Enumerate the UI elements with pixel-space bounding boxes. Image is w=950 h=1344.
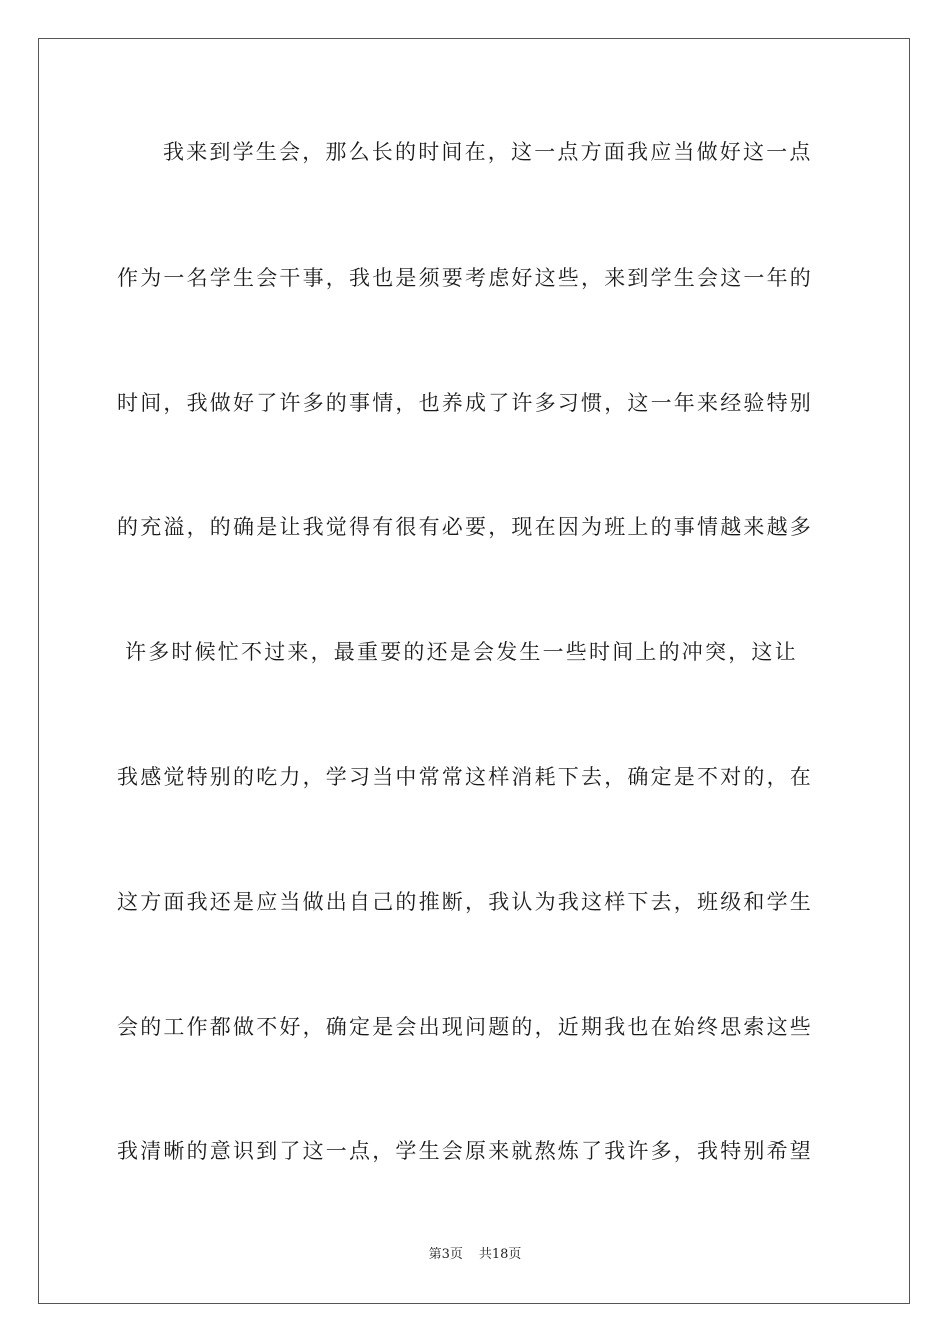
body-text-line-5: 许多时候忙不过来，最重要的还是会发生一些时间上的冲突，这让 [125, 640, 798, 664]
body-text-line-9: 我清晰的意识到了这一点，学生会原来就熬炼了我许多，我特别希望 [117, 1139, 813, 1163]
body-text-line-8: 会的工作都做不好，确定是会出现问题的，近期我也在始终思索这些 [117, 1015, 813, 1039]
body-text-line-7: 这方面我还是应当做出自己的推断，我认为我这样下去，班级和学生 [117, 890, 813, 914]
body-text-line-3: 时间，我做好了许多的事情，也养成了许多习惯，这一年来经验特别 [117, 391, 813, 415]
page-number-total: 共18页 [478, 1247, 522, 1262]
body-text-line-1: 我来到学生会，那么长的时间在，这一点方面我应当做好这一点 [163, 140, 813, 164]
body-text-line-6: 我感觉特别的吃力，学习当中常常这样消耗下去，确定是不对的，在 [117, 765, 813, 789]
body-text-line-4: 的充溢，的确是让我觉得有很有必要，现在因为班上的事情越来越多 [117, 515, 813, 539]
page-footer [0, 1247, 950, 1263]
body-text-line-2: 作为一名学生会干事，我也是须要考虑好这些，来到学生会这一年的 [117, 266, 813, 290]
page-border [38, 38, 910, 1304]
page-number-current: 第3页 [428, 1247, 463, 1262]
